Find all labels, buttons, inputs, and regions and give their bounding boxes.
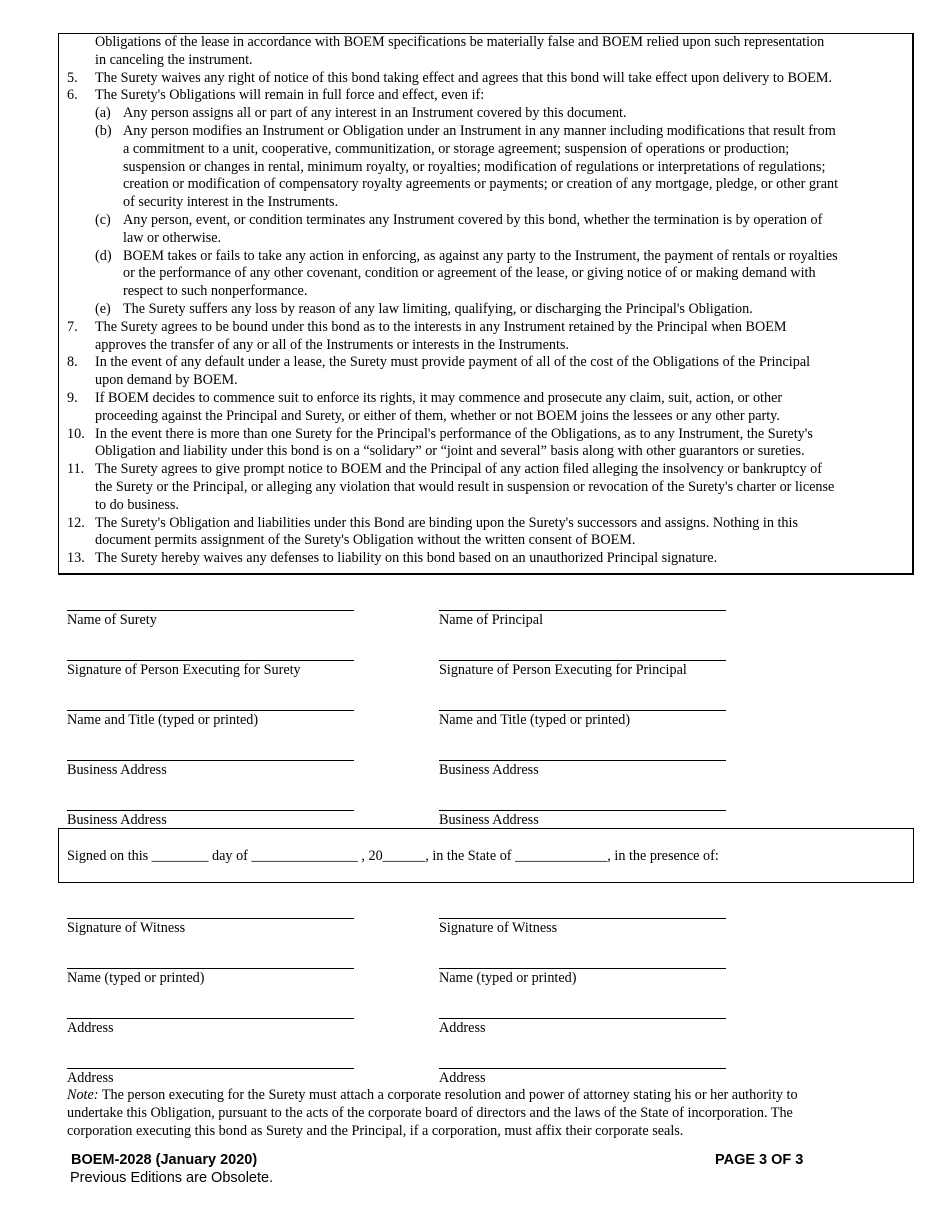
subclause-line: respect to such nonperformance. [123, 283, 308, 300]
witness-left-line-1[interactable] [67, 918, 354, 919]
surety-left-line-5[interactable] [67, 810, 354, 811]
clause-line: the Surety or the Principal, or alleging any violation that would result in suspension or revocation of the Surety's charter or license [95, 479, 835, 495]
clause-line: The Surety waives any right of notice of this bond taking effect and agrees that this bond will take effect upon delivery to BOEM. [95, 69, 833, 86]
clause-number: 6. [67, 87, 78, 104]
clause-continuation-line: Obligations of the lease in accordance with BOEM specifications be materially false and BOEM relied upon such representation [95, 34, 825, 50]
subclause-line: Any person, event, or condition terminates any Instrument covered by this bond, whether the termination is by operation of [123, 212, 823, 228]
witness-left-label-1: Signature of Witness [67, 920, 186, 936]
signed-date-box [58, 828, 914, 883]
clause-continuation-line: in canceling the instrument. [95, 51, 253, 68]
clause-line: In the event there is more than one Surety for the Principal's performance of the Obligations, as to any Instrument, the Surety's [95, 425, 813, 442]
surety-right-line-3[interactable] [439, 710, 726, 711]
note-line-1: Note: The person executing for the Surety must attach a corporate resolution and power of attorney stating his or her authority to [67, 1087, 798, 1103]
subclause-line: a commitment to a unit, cooperative, communitization, or storage agreement; suspension of operations or production; [123, 140, 790, 157]
subclause-line: Any person assigns all or part of any interest in an Instrument covered by this document. [123, 105, 627, 122]
note-line-2: undertake this Obligation, pursuant to the acts of the corporate board of directors and the laws of the State of incorporation. The [67, 1105, 793, 1121]
clause-line: Obligation and liability under this bond is on a “solidary” or “joint and several” basis along with other guarantors or sureties. [95, 443, 805, 460]
surety-right-line-1[interactable] [439, 610, 726, 611]
surety-left-line-3[interactable] [67, 710, 354, 711]
clause-number: 11. [67, 461, 85, 478]
surety-right-label-3: Name and Title (typed or printed) [439, 712, 631, 728]
witness-left-label-3: Address [67, 1020, 114, 1036]
surety-right-label-2: Signature of Person Executing for Principal [439, 662, 687, 678]
clause-line: The Surety agrees to give prompt notice to BOEM and the Principal of any action filed alleging the insolvency or bankruptcy of [95, 461, 822, 478]
clause-number: 12. [67, 514, 85, 531]
clause-line: In the event of any default under a lease, the Surety must provide payment of all of the cost of the Obligations of the Principal [95, 354, 811, 371]
clause-line: The Surety hereby waives any defenses to liability on this bond based on an unauthorized Principal signature. [95, 550, 718, 567]
subclause-line: suspension or changes in rental, minimum royalty, or royalties; modification of regulations or interpretations of regulations; [123, 158, 826, 175]
signed-date-line[interactable]: Signed on this ________ day of _______________ , 20______, in the State of _____________, in the presence of: [67, 848, 719, 864]
surety-left-label-2: Signature of Person Executing for Surety [67, 662, 301, 678]
clause-line: The Surety's Obligation and liabilities under this Bond are binding upon the Surety's successors and assigns. Nothing in this [95, 514, 798, 531]
witness-left-label-2: Name (typed or printed) [67, 970, 205, 986]
form-id: BOEM-2028 (January 2020) [71, 1152, 258, 1168]
witness-right-label-2: Name (typed or printed) [439, 970, 577, 986]
surety-left-line-2[interactable] [67, 660, 354, 661]
clause-number: 9. [67, 390, 78, 406]
surety-left-line-1[interactable] [67, 610, 354, 611]
clause-line: The Surety's Obligations will remain in full force and effect, even if: [95, 87, 485, 104]
surety-left-line-4[interactable] [67, 760, 354, 761]
clause-line: approves the transfer of any or all of the Instruments or interests in the Instruments. [95, 336, 569, 353]
clause-line: The Surety agrees to be bound under this bond as to the interests in any Instrument retained by the Principal when BOEM [95, 318, 787, 335]
witness-right-label-3: Address [439, 1020, 486, 1036]
surety-right-line-4[interactable] [439, 760, 726, 761]
subclause-label: (a) [95, 105, 111, 122]
subclause-line: BOEM takes or fails to take any action in enforcing, as against any party to the Instrument, the payment of rentals or royalties [123, 247, 838, 264]
page-number: PAGE 3 OF 3 [715, 1152, 804, 1168]
witness-left-label-4: Address [67, 1070, 114, 1086]
clause-line: document permits assignment of the Surety's Obligation without the written consent of BOEM. [95, 532, 636, 549]
clause-line: If BOEM decides to commence suit to enforce its rights, it may commence and prosecute any claim, suit, action, or other [95, 390, 783, 406]
subclause-line: The Surety suffers any loss by reason of any law limiting, qualifying, or discharging the Principal's Obligation. [123, 301, 753, 317]
subclause-line: of security interest in the Instruments. [123, 194, 339, 211]
clause-line: proceeding against the Principal and Surety, or either of them, whether or not BOEM joins the lessees or any other party. [95, 407, 780, 424]
surety-left-label-4: Business Address [67, 762, 167, 778]
witness-right-line-3[interactable] [439, 1018, 726, 1019]
witness-left-line-4[interactable] [67, 1068, 354, 1069]
surety-right-line-2[interactable] [439, 660, 726, 661]
clause-line: to do business. [95, 496, 179, 513]
surety-right-label-5: Business Address [439, 812, 539, 828]
surety-left-label-3: Name and Title (typed or printed) [67, 712, 259, 728]
surety-right-label-1: Name of Principal [439, 612, 544, 628]
clause-number: 10. [67, 425, 85, 442]
witness-right-line-4[interactable] [439, 1068, 726, 1069]
subclause-label: (d) [95, 247, 112, 264]
surety-left-label-1: Name of Surety [67, 612, 157, 628]
witness-right-line-2[interactable] [439, 968, 726, 969]
clause-number: 13. [67, 550, 85, 567]
clause-number: 7. [67, 318, 78, 335]
witness-left-line-3[interactable] [67, 1018, 354, 1019]
clause-line: upon demand by BOEM. [95, 372, 238, 389]
subclause-label: (e) [95, 301, 111, 317]
note-label: Note: [67, 1087, 99, 1103]
subclause-line: or the performance of any other covenant, condition or agreement of the lease, or giving notice of or making demand with [123, 265, 816, 282]
witness-right-label-4: Address [439, 1070, 486, 1086]
witness-right-label-1: Signature of Witness [439, 920, 558, 936]
witness-right-line-1[interactable] [439, 918, 726, 919]
subclause-label: (c) [95, 212, 111, 228]
obsolete-notice: Previous Editions are Obsolete. [70, 1170, 274, 1186]
surety-right-line-5[interactable] [439, 810, 726, 811]
clause-number: 5. [67, 69, 78, 86]
subclause-line: creation or modification of compensatory royalty agreements or payments; or creation of any mortgage, pledge, or other grant [123, 176, 839, 193]
note-line-3: corporation executing this bond as Surety and the Principal, if a corporation, must affix their corporate seals. [67, 1123, 684, 1139]
surety-right-label-4: Business Address [439, 762, 539, 778]
subclause-line: law or otherwise. [123, 229, 222, 246]
subclause-line: Any person modifies an Instrument or Obligation under an Instrument in any manner including modifications that result from [123, 123, 836, 139]
subclause-label: (b) [95, 123, 112, 139]
clause-number: 8. [67, 354, 78, 371]
witness-left-line-2[interactable] [67, 968, 354, 969]
surety-left-label-5: Business Address [67, 812, 167, 828]
